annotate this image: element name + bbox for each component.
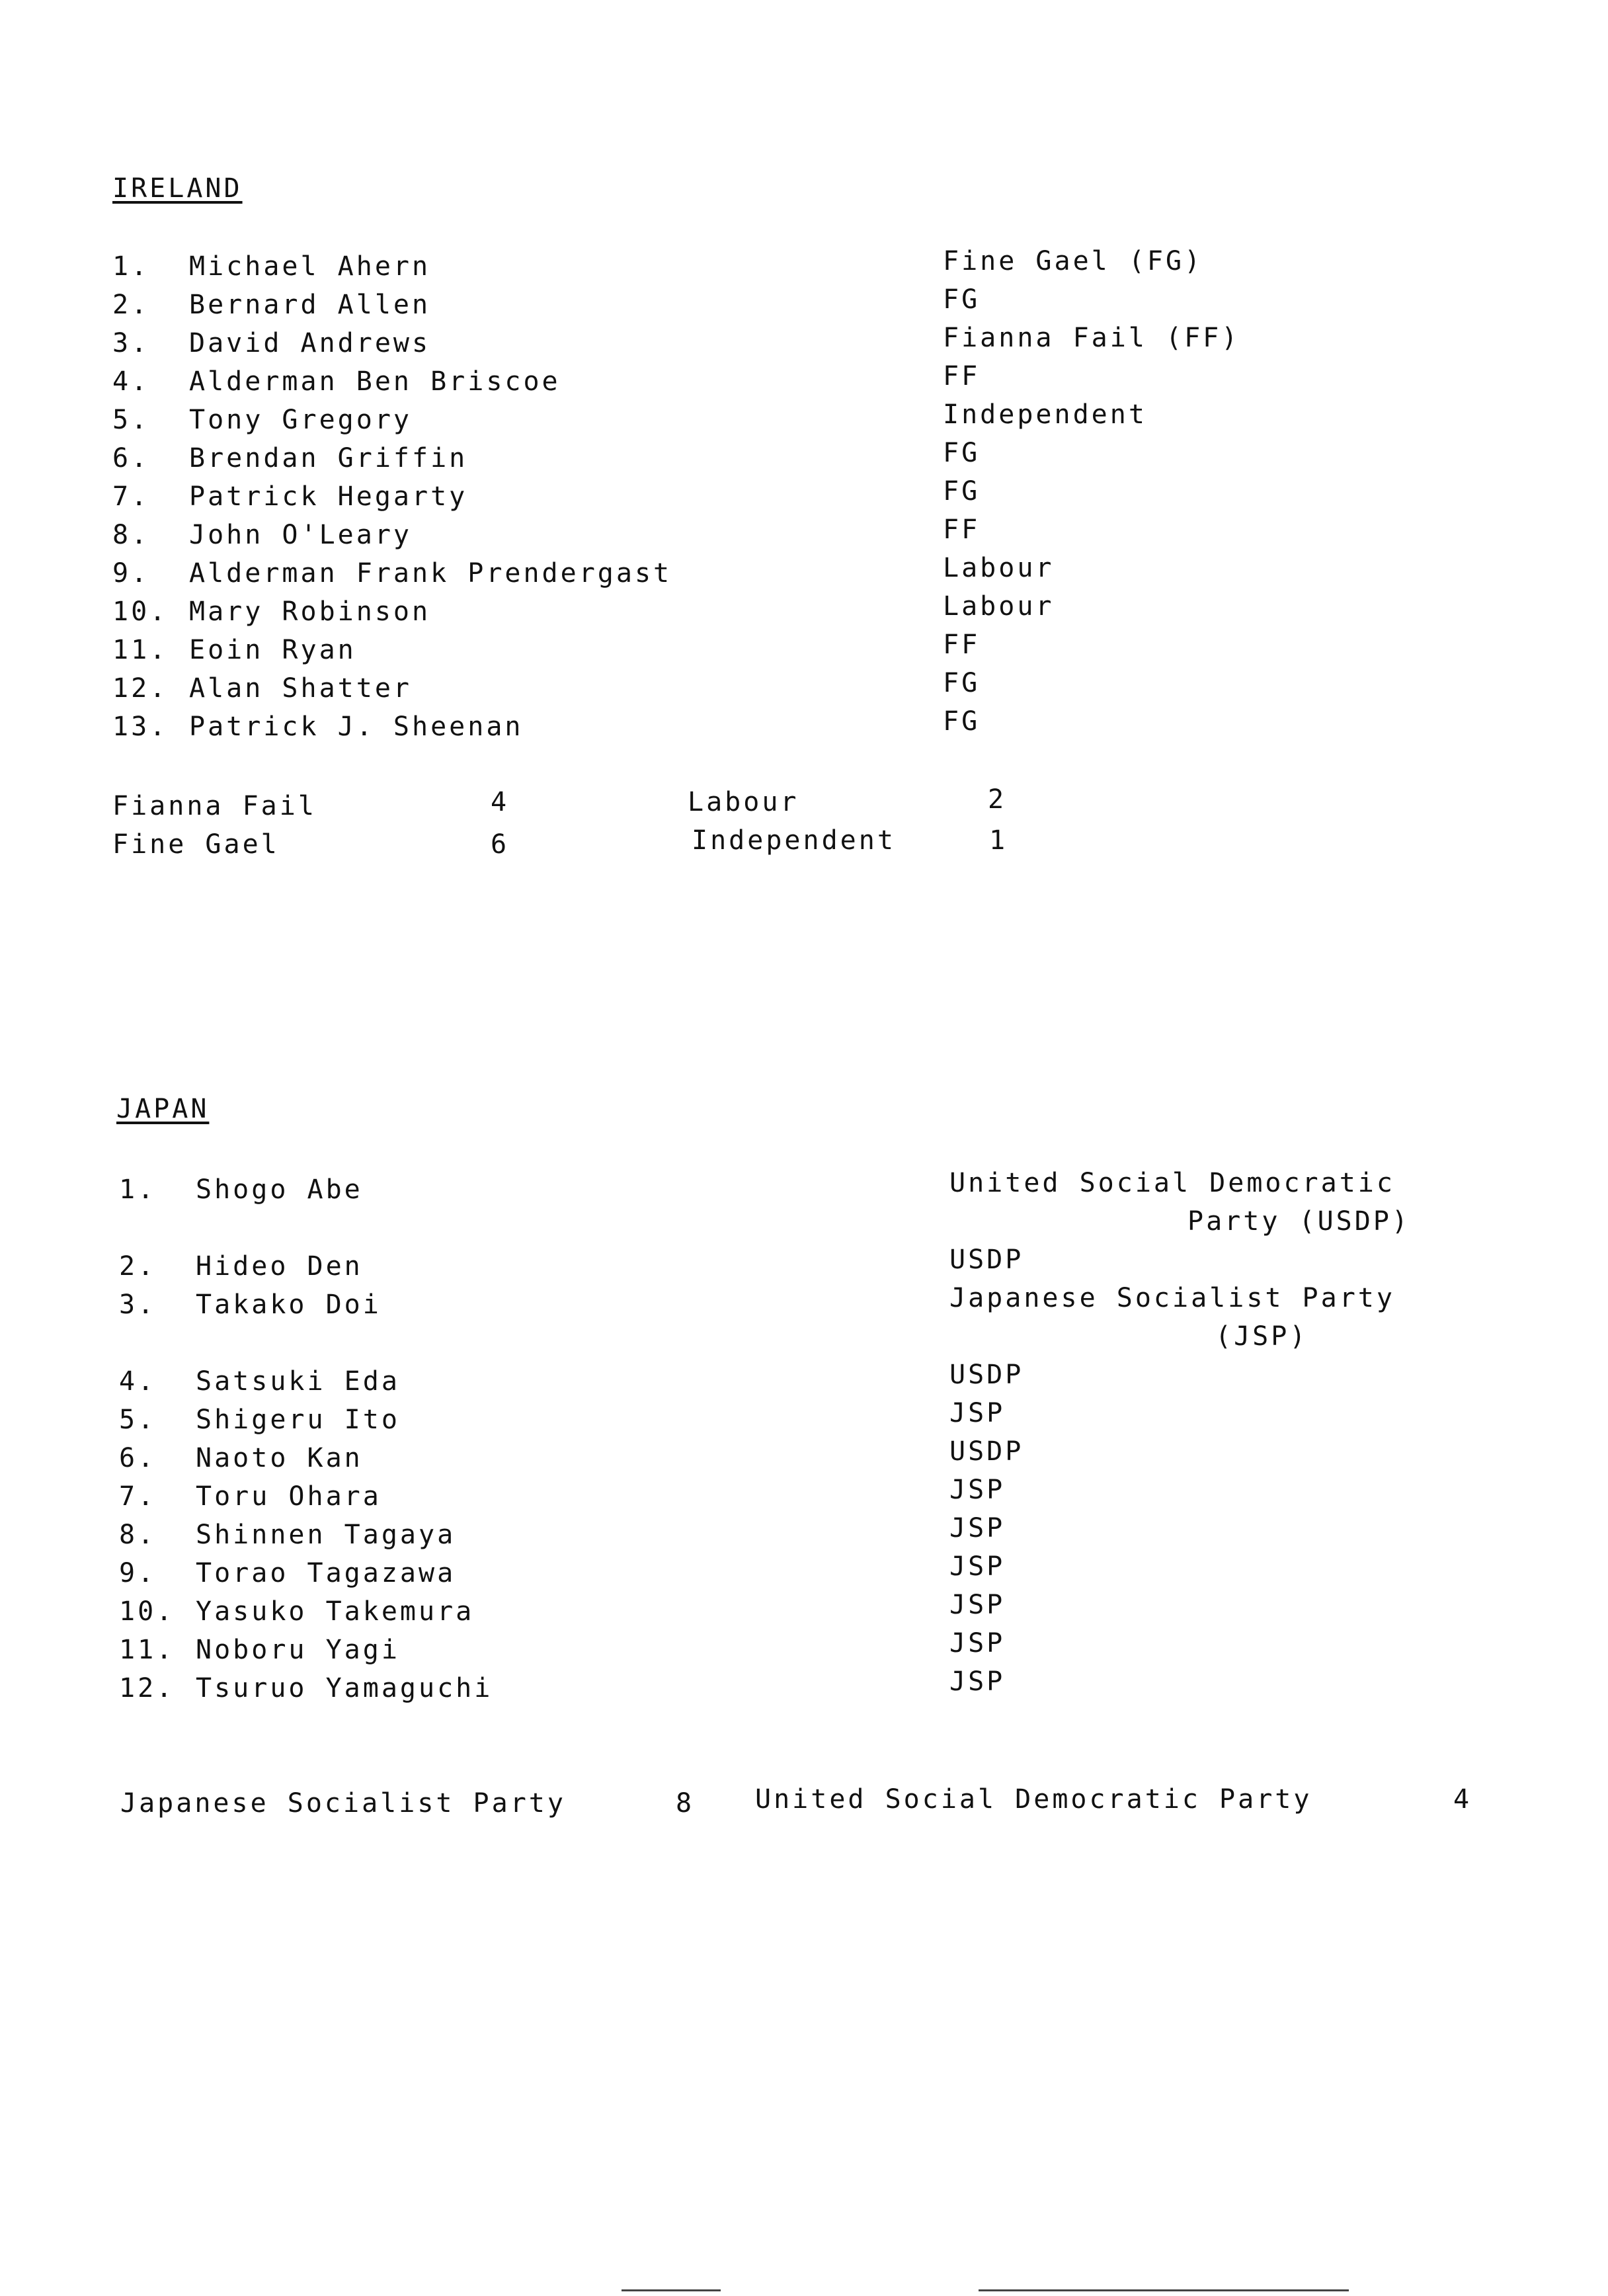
member-name: David Andrews (189, 328, 431, 358)
member-party: FF (943, 514, 981, 545)
member-name: Shogo Abe (196, 1174, 363, 1205)
member-name: Eoin Ryan (189, 635, 356, 665)
ireland-heading: IRELAND (112, 173, 243, 204)
total-label: Fine Gael (112, 829, 280, 860)
member-name: Tsuruo Yamaguchi (196, 1673, 493, 1703)
list-item-number: 6. (119, 1443, 157, 1473)
member-name: Takako Doi (196, 1290, 382, 1320)
total-count: 6 (491, 829, 510, 860)
member-name: Patrick J. Sheenan (189, 712, 524, 742)
member-name: Alderman Frank Prendergast (189, 558, 672, 589)
list-item-number: 4. (112, 366, 150, 397)
list-item-number: 10. (112, 596, 169, 627)
member-party-continued: Party (USDP) (1187, 1206, 1410, 1237)
member-party: USDP (949, 1360, 1024, 1390)
member-party: USDP (949, 1436, 1024, 1467)
member-name: Tony Gregory (189, 405, 412, 435)
list-item-number: 2. (119, 1251, 157, 1282)
member-name: Torao Tagazawa (196, 1558, 456, 1588)
list-item-number: 1. (119, 1174, 157, 1205)
member-name: Yasuko Takemura (196, 1596, 475, 1627)
member-name: Toru Ohara (196, 1481, 382, 1512)
scan-artifact-line (622, 2289, 721, 2291)
list-item-number: 2. (112, 290, 150, 320)
member-party: Labour (943, 553, 1055, 583)
list-item-number: 8. (112, 520, 150, 550)
member-party: JSP (949, 1551, 1006, 1582)
member-name: Naoto Kan (196, 1443, 363, 1473)
list-item-number: 12. (119, 1673, 175, 1703)
member-party: FG (943, 706, 981, 737)
list-item-number: 12. (112, 673, 169, 704)
total-label: Japanese Socialist Party (120, 1788, 566, 1819)
member-name: Michael Ahern (189, 251, 431, 282)
member-name: Shigeru Ito (196, 1405, 400, 1435)
member-party: United Social Democratic (949, 1168, 1395, 1198)
total-count: 4 (491, 787, 510, 817)
member-party: FF (943, 361, 981, 391)
member-party: FG (943, 668, 981, 698)
total-label: Independent (692, 825, 896, 856)
member-party: JSP (949, 1475, 1006, 1505)
member-party: Fianna Fail (FF) (943, 323, 1240, 353)
list-item-number: 10. (119, 1596, 175, 1627)
list-item-number: 11. (112, 635, 169, 665)
scan-artifact-line (979, 2289, 1349, 2291)
member-name: Alderman Ben Briscoe (189, 366, 561, 397)
member-name: Hideo Den (196, 1251, 363, 1282)
member-name: Shinnen Tagaya (196, 1520, 456, 1550)
list-item-number: 9. (112, 558, 150, 589)
total-label: Labour (688, 787, 799, 817)
list-item-number: 6. (112, 443, 150, 473)
member-party: Japanese Socialist Party (949, 1283, 1395, 1313)
member-party-continued: (JSP) (1215, 1321, 1308, 1352)
japan-heading: JAPAN (116, 1094, 210, 1124)
member-name: Noboru Yagi (196, 1635, 400, 1665)
member-party: JSP (949, 1628, 1006, 1659)
member-name: Bernard Allen (189, 290, 431, 320)
total-count: 2 (988, 784, 1007, 815)
member-party: Labour (943, 591, 1055, 622)
member-name: Satsuki Eda (196, 1366, 400, 1397)
list-item-number: 7. (119, 1481, 157, 1512)
member-party: Fine Gael (FG) (943, 246, 1203, 276)
total-label: Fianna Fail (112, 791, 317, 821)
total-count: 4 (1453, 1784, 1472, 1815)
member-name: Mary Robinson (189, 596, 431, 627)
member-name: Brendan Griffin (189, 443, 468, 473)
member-party: USDP (949, 1245, 1024, 1275)
member-party: JSP (949, 1666, 1006, 1697)
total-count: 1 (989, 825, 1008, 856)
list-item-number: 9. (119, 1558, 157, 1588)
list-item-number: 3. (119, 1290, 157, 1320)
list-item-number: 8. (119, 1520, 157, 1550)
member-party: FF (943, 630, 981, 660)
total-count: 8 (676, 1788, 695, 1819)
member-party: FG (943, 476, 981, 507)
member-party: JSP (949, 1590, 1006, 1620)
member-party: FG (943, 284, 981, 315)
list-item-number: 7. (112, 481, 150, 512)
list-item-number: 5. (119, 1405, 157, 1435)
list-item-number: 4. (119, 1366, 157, 1397)
list-item-number: 1. (112, 251, 150, 282)
total-label: United Social Democratic Party (755, 1784, 1312, 1815)
member-party: Independent (943, 399, 1147, 430)
member-party: JSP (949, 1398, 1006, 1428)
list-item-number: 13. (112, 712, 169, 742)
member-name: Alan Shatter (189, 673, 412, 704)
list-item-number: 11. (119, 1635, 175, 1665)
list-item-number: 5. (112, 405, 150, 435)
list-item-number: 3. (112, 328, 150, 358)
member-party: FG (943, 438, 981, 468)
member-name: John O'Leary (189, 520, 412, 550)
member-party: JSP (949, 1513, 1006, 1543)
member-name: Patrick Hegarty (189, 481, 468, 512)
